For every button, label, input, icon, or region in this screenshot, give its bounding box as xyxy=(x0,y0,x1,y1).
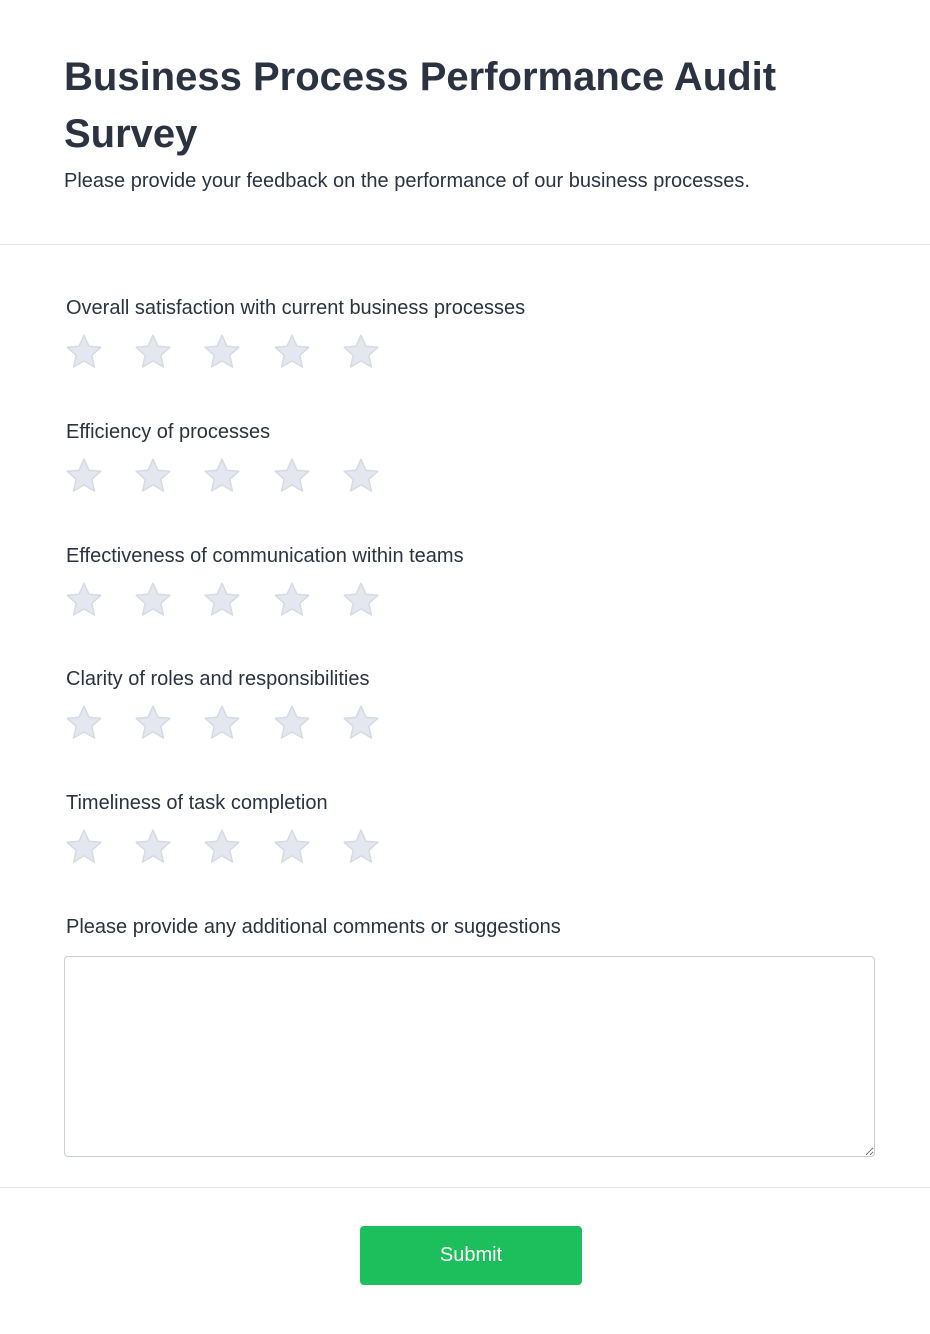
star-icon[interactable] xyxy=(64,456,104,496)
star-rating xyxy=(64,456,394,496)
star-icon[interactable] xyxy=(272,703,312,743)
star-icon[interactable] xyxy=(133,827,173,867)
question-label: Timeliness of task completion xyxy=(66,792,328,814)
star-icon[interactable] xyxy=(341,580,381,620)
star-icon[interactable] xyxy=(202,703,242,743)
star-icon[interactable] xyxy=(64,827,104,867)
rating-question-2 xyxy=(66,419,270,445)
comments-field-wrapper xyxy=(64,956,875,1157)
star-icon[interactable] xyxy=(341,332,381,372)
comments-label: Please provide any additional comments or suggestions xyxy=(66,916,561,938)
star-rating xyxy=(64,332,394,372)
star-rating xyxy=(64,580,394,620)
star-icon[interactable] xyxy=(272,332,312,372)
survey-header xyxy=(0,0,930,245)
star-icon[interactable] xyxy=(64,580,104,620)
star-icon[interactable] xyxy=(272,456,312,496)
submit-button[interactable]: Submit xyxy=(360,1226,582,1285)
star-icon[interactable] xyxy=(133,580,173,620)
star-icon[interactable] xyxy=(341,827,381,867)
page-subtitle: Please provide your feedback on the performance of our business processes. xyxy=(64,170,750,192)
star-icon[interactable] xyxy=(202,332,242,372)
star-icon[interactable] xyxy=(64,332,104,372)
rating-question-5 xyxy=(66,790,328,816)
star-rating xyxy=(64,703,394,743)
star-rating xyxy=(64,827,394,867)
comments-question xyxy=(66,914,561,940)
rating-question-1 xyxy=(66,295,525,321)
star-icon[interactable] xyxy=(133,332,173,372)
star-icon[interactable] xyxy=(272,580,312,620)
star-icon[interactable] xyxy=(341,456,381,496)
star-icon[interactable] xyxy=(133,456,173,496)
rating-question-3 xyxy=(66,543,464,569)
star-icon[interactable] xyxy=(133,703,173,743)
star-icon[interactable] xyxy=(341,703,381,743)
star-icon[interactable] xyxy=(202,827,242,867)
star-icon[interactable] xyxy=(272,827,312,867)
rating-question-4 xyxy=(66,666,369,692)
question-label: Overall satisfaction with current business processes xyxy=(66,297,526,319)
page-title: Business Process Performance Audit Survey xyxy=(64,55,777,156)
comments-textarea[interactable] xyxy=(64,956,875,1157)
form-footer xyxy=(0,1187,930,1334)
star-icon[interactable] xyxy=(64,703,104,743)
question-label: Clarity of roles and responsibilities xyxy=(66,668,370,690)
question-label: Effectiveness of communication within teams xyxy=(66,545,464,567)
star-icon[interactable] xyxy=(202,580,242,620)
question-label: Efficiency of processes xyxy=(66,421,271,443)
star-icon[interactable] xyxy=(202,456,242,496)
